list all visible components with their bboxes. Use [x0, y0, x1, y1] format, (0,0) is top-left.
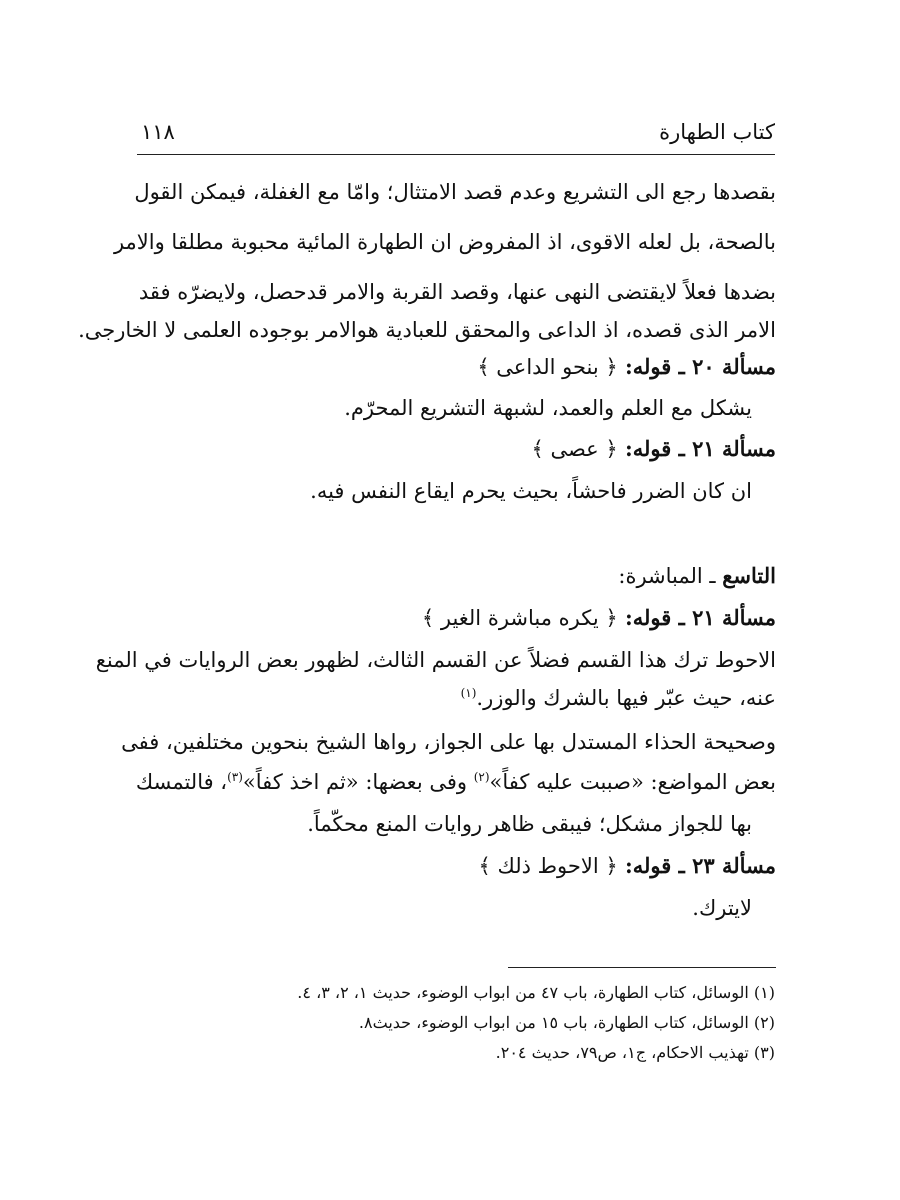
page-number: ١١٨: [141, 120, 175, 144]
issue-label: مسألة ٢١ ـ قوله:: [625, 436, 776, 461]
text-line: [135, 766, 776, 799]
text-span: وفى بعضها: «ثم اخذ كفاً»: [242, 770, 474, 794]
book-title: كتاب الطهارة: [659, 120, 775, 144]
text-line: يشكل مع العلم والعمد، لشبهة التشريع المحرّم.: [344, 396, 752, 420]
text-span: عنه، حيث عبّر فيها بالشرك والوزر.: [476, 686, 776, 710]
quoted-phrase: ﴿ عصى ﴾: [531, 437, 618, 461]
text-span: بعض المواضع: «صببت عليه كفاً»: [489, 770, 776, 794]
issue-21-second-heading: [422, 602, 776, 635]
quoted-phrase: ﴿ بنحو الداعى ﴾: [477, 355, 618, 379]
footnote-separator: [508, 967, 776, 968]
text-line: بقصدها رجع الى التشريع وعدم قصد الامتثال؛ وامّا مع الغفلة، فيمكن القول: [134, 180, 776, 204]
footnote-2: (٢) الوسائل، كتاب الطهارة، باب ١٥ من ابواب الوضوء، حديث٨.: [358, 1013, 775, 1032]
section-title: ـ المباشرة:: [618, 564, 723, 588]
quoted-phrase: ﴿ الاحوط ذلك ﴾: [478, 854, 618, 878]
footnote-ref: (١): [460, 686, 477, 700]
text-line: الاحوط ترك هذا القسم فضلاً عن القسم الثالث، لظهور بعض الروايات في المنع: [95, 648, 776, 672]
footnote-ref: (٢): [473, 770, 490, 784]
text-line: [461, 682, 776, 715]
text-line: بالصحة، بل لعله الاقوى، اذ المفروض ان الطهارة المائية محبوبة مطلقا والامر: [113, 230, 776, 254]
issue-21-heading: [531, 433, 776, 466]
issue-20-heading: [477, 351, 776, 384]
text-line: الامر الذى قصده، اذ الداعى والمحقق للعبادية هوالامر بوجوده العلمى لا الخارجى.: [78, 318, 776, 342]
text-line: لايترك.: [692, 896, 752, 920]
footnote-3: (٣) تهذيب الاحكام، ج١، ص٧٩، حديث ٢٠٤.: [495, 1043, 775, 1062]
text-line: بضدها فعلاً لايقتضى النهى عنها، وقصد القربة والامر قدحصل، ولايضرّه فقد: [138, 280, 776, 304]
text-line: وصحيحة الحذاء المستدل بها على الجواز، رواها الشيخ بنحوين مختلفين، ففى: [121, 730, 776, 754]
issue-23-heading: [479, 850, 776, 883]
text-line: ان كان الضرر فاحشاً، بحيث يحرم ايقاع النفس فيه.: [310, 479, 752, 503]
issue-label: مسألة ٢٣ ـ قوله:: [625, 853, 776, 878]
issue-label: مسألة ٢١ ـ قوله:: [625, 605, 776, 630]
section-number: التاسع: [722, 563, 776, 588]
text-line: بها للجواز مشكل؛ فيبقى ظاهر روايات المنع محكّماً.: [307, 812, 752, 836]
running-header: [137, 118, 775, 155]
footnote-1: (١) الوسائل، كتاب الطهارة، باب ٤٧ من ابواب الوضوء، حديث ١، ٢، ٣، ٤.: [297, 983, 775, 1002]
quoted-phrase: ﴿ يكره مباشرة الغير ﴾: [421, 606, 618, 630]
issue-label: مسألة ٢٠ ـ قوله:: [625, 354, 776, 379]
section-heading: [618, 560, 776, 593]
text-span: ، فالتمسك: [135, 770, 228, 794]
footnote-ref: (٣): [227, 770, 243, 784]
